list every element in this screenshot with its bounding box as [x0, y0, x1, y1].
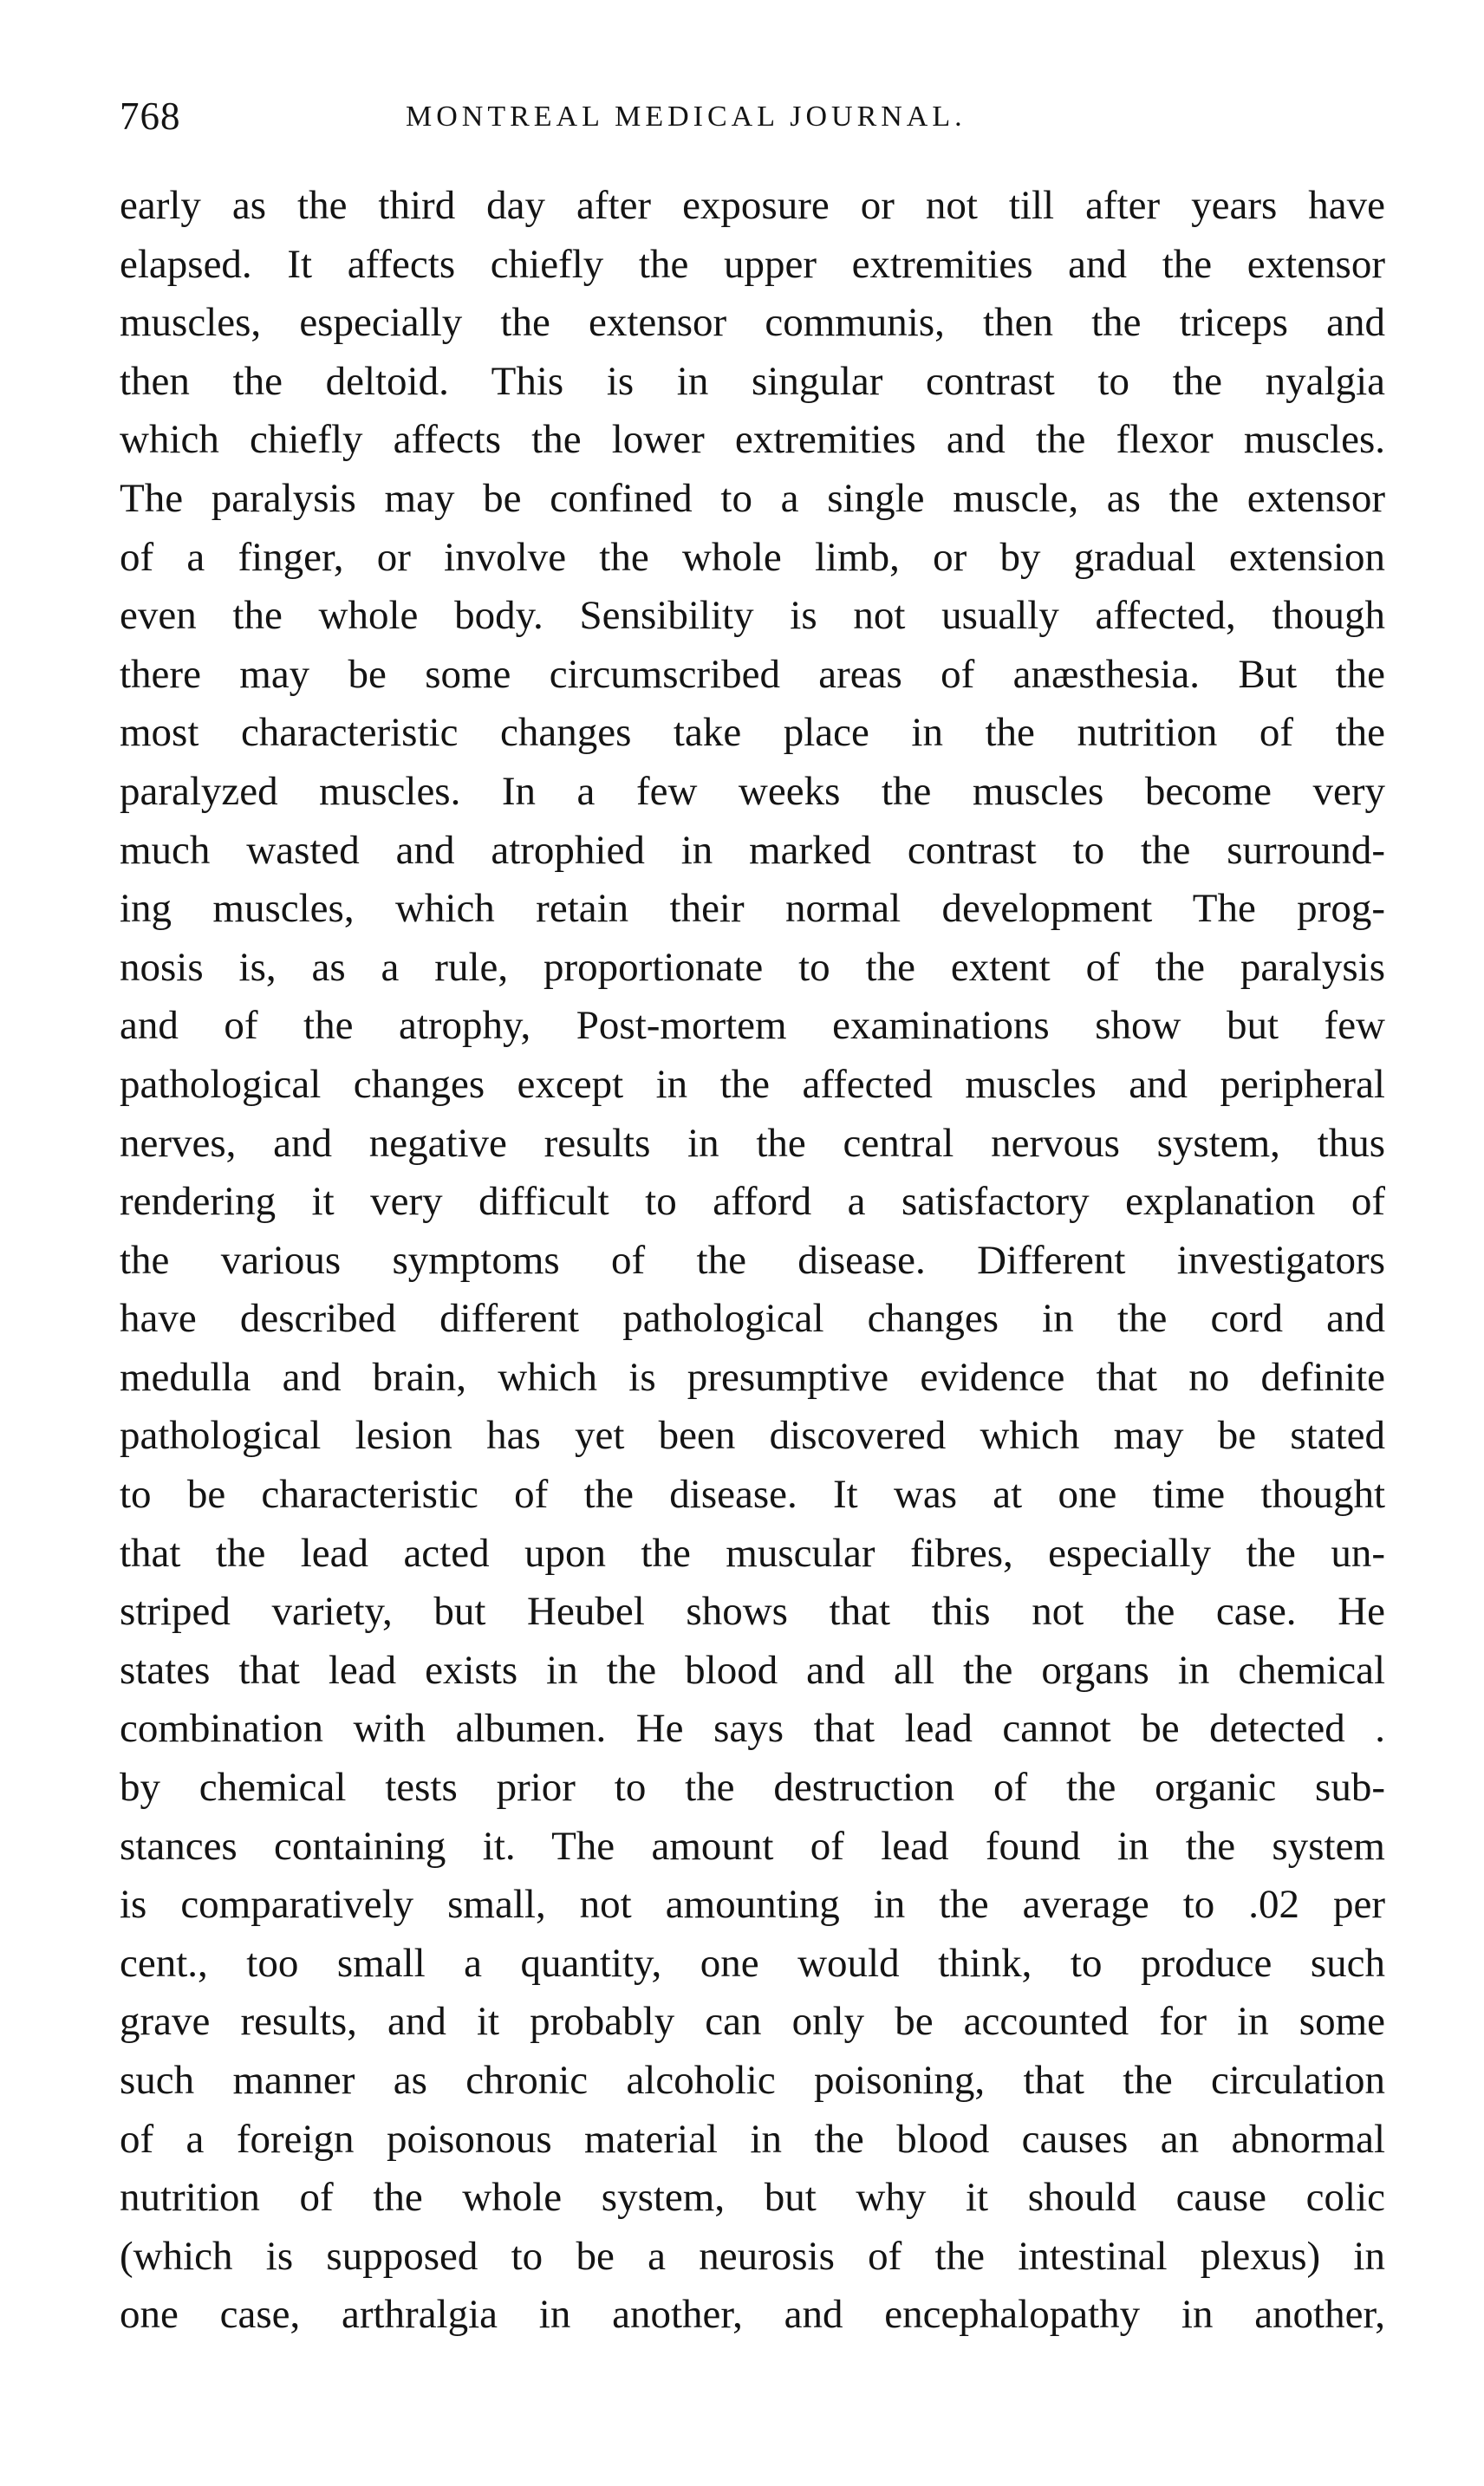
- text-line-25: striped variety, but Heubel shows that this not the case. He: [120, 1589, 1385, 1635]
- text-line-33: such manner as chronic alcoholic poisoning, that the circulation: [120, 2058, 1385, 2103]
- page-number: 768: [120, 94, 181, 138]
- text-line-12: much wasted and atrophied in marked contrast to the surround-: [120, 827, 1385, 873]
- text-line-3: muscles, especially the extensor communis, then the triceps and: [120, 300, 1385, 346]
- text-line-14: nosis is, as a rule, proportionate to the extent of the paralysis: [120, 944, 1385, 990]
- text-line-36: (which is supposed to be a neurosis of the intestinal plexus) in: [120, 2233, 1385, 2279]
- text-line-28: by chemical tests prior to the destruction of the organic sub-: [120, 1765, 1385, 1811]
- text-line-1: early as the third day after exposure or not till after years have: [120, 183, 1385, 228]
- text-line-2: elapsed. It affects chiefly the upper extremities and the extensor: [120, 241, 1385, 287]
- text-line-6: The paralysis may be confined to a single muscle, as the extensor: [120, 475, 1385, 521]
- text-line-5: which chiefly affects the lower extremities and the flexor muscles.: [120, 417, 1385, 463]
- text-line-19: the various symptoms of the disease. Different investigators: [120, 1237, 1385, 1283]
- text-line-7: of a finger, or involve the whole limb, or by gradual extension: [120, 534, 1385, 580]
- text-line-11: paralyzed muscles. In a few weeks the muscles become very: [120, 768, 1385, 814]
- text-line-20: have described different pathological changes in the cord and: [120, 1296, 1385, 1342]
- text-line-10: most characteristic changes take place in the nutrition of the: [120, 710, 1385, 756]
- running-head: [120, 94, 1385, 147]
- body-text: [120, 177, 1385, 2345]
- text-line-35: nutrition of the whole system, but why it should cause colic: [120, 2175, 1385, 2221]
- text-line-18: rendering it very difficult to afford a satisfactory explanation of: [120, 1179, 1385, 1225]
- text-line-24: that the lead acted upon the muscular fibres, especially the un-: [120, 1530, 1385, 1576]
- text-line-9: there may be some circumscribed areas of anæsthesia. But the: [120, 651, 1385, 697]
- text-line-21: medulla and brain, which is presumptive evidence that no definite: [120, 1354, 1385, 1400]
- text-line-31: cent., too small a quantity, one would think, to produce such: [120, 1940, 1385, 1986]
- text-line-17: nerves, and negative results in the central nervous system, thus: [120, 1120, 1385, 1166]
- text-line-16: pathological changes except in the affected muscles and peripheral: [120, 1061, 1385, 1107]
- text-line-32: grave results, and it probably can only be accounted for in some: [120, 1999, 1385, 2045]
- text-line-15: and of the atrophy, Post-mortem examinations show but few: [120, 1003, 1385, 1049]
- text-line-27: combination with albumen. He says that lead cannot be detected .: [120, 1706, 1385, 1752]
- journal-title: MONTREAL MEDICAL JOURNAL.: [406, 101, 967, 133]
- text-line-34: of a foreign poisonous material in the blood causes an abnormal: [120, 2116, 1385, 2162]
- text-line-8: even the whole body. Sensibility is not usually affected, though: [120, 593, 1385, 639]
- text-line-37: one case, arthralgia in another, and encephalopathy in another,: [120, 2292, 1385, 2338]
- text-line-29: stances containing it. The amount of lead found in the system: [120, 1823, 1385, 1869]
- text-line-23: to be characteristic of the disease. It was at one time thought: [120, 1472, 1385, 1518]
- journal-page: [120, 94, 1385, 2345]
- text-line-22: pathological lesion has yet been discovered which may be stated: [120, 1413, 1385, 1459]
- text-line-30: is comparatively small, not amounting in the average to .02 per: [120, 1882, 1385, 1928]
- text-line-26: states that lead exists in the blood and all the organs in chemical: [120, 1647, 1385, 1693]
- text-line-4: then the deltoid. This is in singular contrast to the nyalgia: [120, 358, 1385, 404]
- text-line-13: ing muscles, which retain their normal development The prog-: [120, 886, 1385, 932]
